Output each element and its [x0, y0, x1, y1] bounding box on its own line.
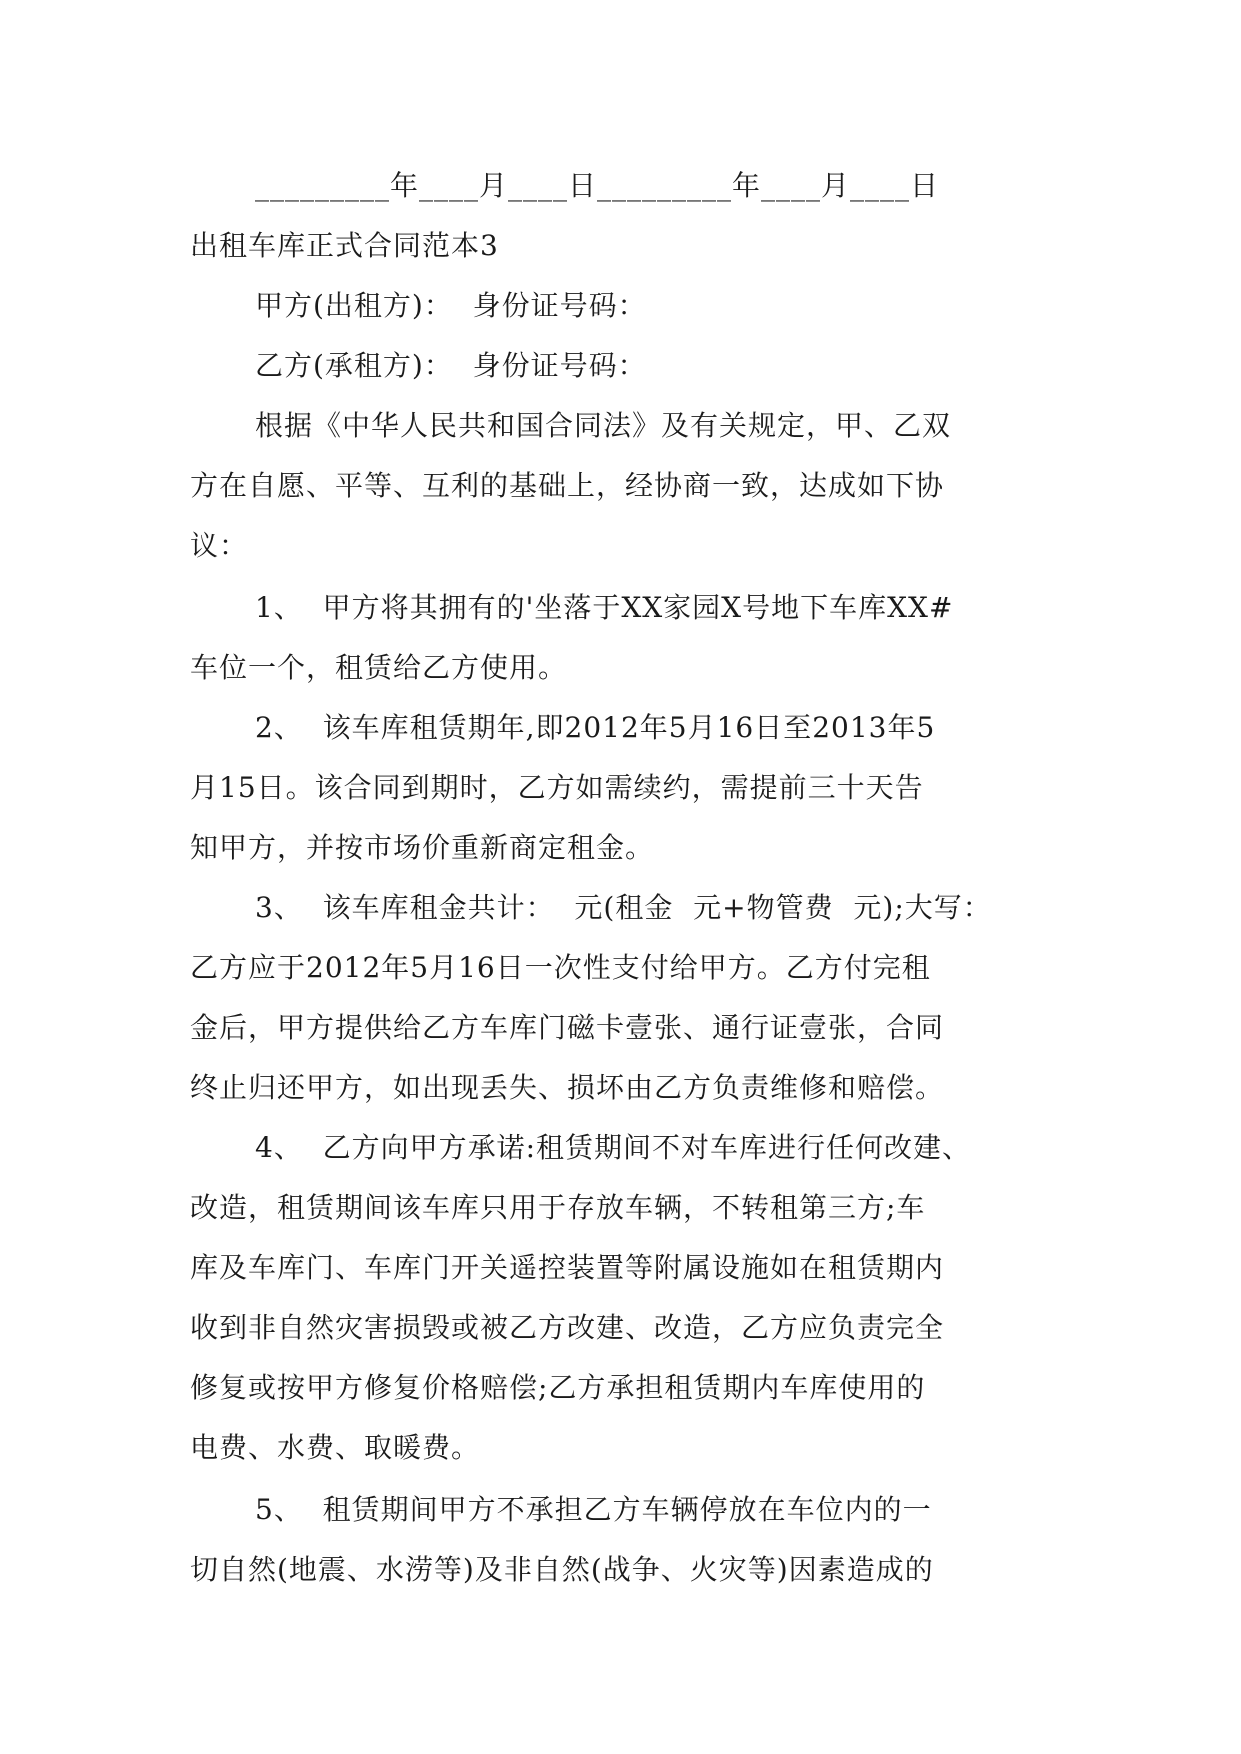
clause-1-line: 车位一个，租赁给乙方使用。 — [190, 651, 568, 684]
clause-4-line: 修复或按甲方修复价格赔偿;乙方承担租赁期内车库使用的 — [190, 1371, 926, 1404]
clause-5-line: 切自然(地震、水涝等)及非自然(战争、火灾等)因素造成的 — [190, 1553, 934, 1586]
clause-5-line: 5、 租赁期间甲方不承担乙方车辆停放在车位内的一 — [255, 1493, 932, 1526]
signature-date-line: _________年____月____日_________年____月____日 — [255, 169, 940, 202]
document-title: 出租车库正式合同范本3 — [190, 229, 499, 262]
clause-3-line: 乙方应于2012年5月16日一次性支付给甲方。乙方付完租 — [190, 951, 931, 984]
party-a-line: 甲方(出租方)： 身份证号码： — [255, 289, 647, 322]
clause-3-line: 3、 该车库租金共计： 元(租金 元+物管费 元);大写： — [255, 891, 992, 924]
clause-4-line: 电费、水费、取暖费。 — [190, 1431, 481, 1464]
clause-2-line: 月15日。该合同到期时，乙方如需续约，需提前三十天告 — [190, 771, 924, 804]
clause-4-line: 收到非自然灾害损毁或被乙方改建、改造，乙方应负责完全 — [190, 1311, 945, 1344]
intro-paragraph-line: 根据《中华人民共和国合同法》及有关规定，甲、乙双 — [255, 409, 952, 442]
clause-4-line: 4、 乙方向甲方承诺:租赁期间不对车库进行任何改建、 — [255, 1131, 972, 1164]
clause-3-line: 金后，甲方提供给乙方车库门磁卡壹张、通行证壹张，合同 — [190, 1011, 945, 1044]
clause-4-line: 库及车库门、车库门开关遥控装置等附属设施如在租赁期内 — [190, 1251, 945, 1284]
clause-2-line: 2、 该车库租赁期年,即2012年5月16日至2013年5 — [255, 711, 936, 744]
intro-paragraph-line: 方在自愿、平等、互利的基础上，经协商一致，达成如下协 — [190, 469, 945, 502]
clause-2-line: 知甲方，并按市场价重新商定租金。 — [190, 831, 655, 864]
clause-3-line: 终止归还甲方，如出现丢失、损坏由乙方负责维修和赔偿。 — [190, 1071, 945, 1104]
intro-paragraph-line: 议： — [190, 529, 249, 562]
party-b-line: 乙方(承租方)： 身份证号码： — [255, 349, 647, 382]
clause-1-line: 1、 甲方将其拥有的'坐落于XX家园X号地下车库XX# — [255, 591, 954, 624]
clause-4-line: 改造，租赁期间该车库只用于存放车辆，不转租第三方;车 — [190, 1191, 926, 1224]
